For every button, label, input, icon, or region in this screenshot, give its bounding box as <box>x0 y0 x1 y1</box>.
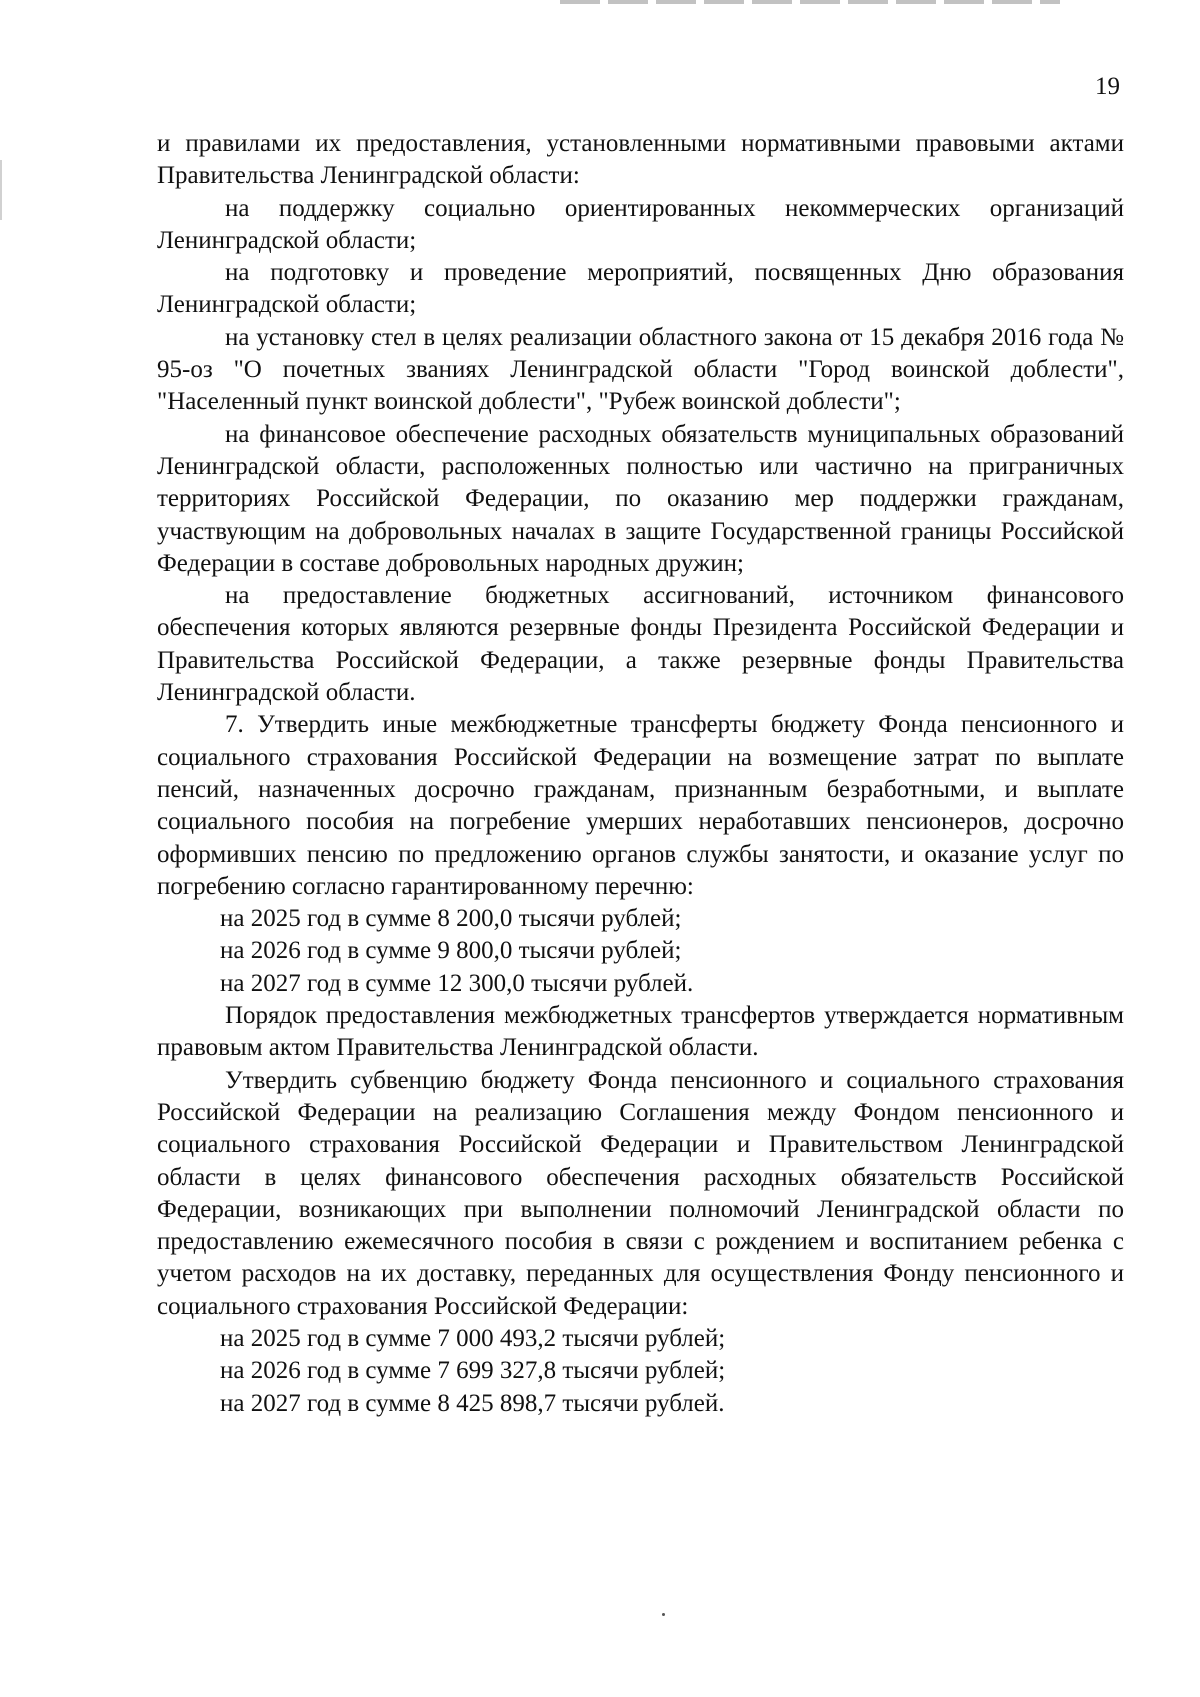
amount-item: на 2026 год в сумме 7 699 327,8 тысячи рублей; <box>220 1357 726 1385</box>
amounts-list-transfers <box>157 903 1124 1000</box>
paragraph: и правилами их предоставления, установленными нормативными правовыми актами Правительства Ленинградской области: <box>157 130 1124 190</box>
paragraph: на установку стел в целях реализации областного закона от 15 декабря 2016 года № 95-оз "О почетных званиях Ленинградской области "Город воинской доблести", "Населенный пункт воинской доблести", "Рубеж воинской доблести"; <box>157 323 1124 416</box>
paragraph: Порядок предоставления межбюджетных трансфертов утверждается нормативным правовым актом Правительства Ленинградской области. <box>157 1002 1124 1062</box>
amount-item: на 2027 год в сумме 12 300,0 тысячи рублей. <box>220 969 694 997</box>
amount-item: на 2025 год в сумме 7 000 493,2 тысячи рублей; <box>220 1324 726 1352</box>
scan-artifact-left <box>0 160 2 220</box>
paragraph: на поддержку социально ориентированных некоммерческих организаций Ленинградской области; <box>157 194 1124 254</box>
paragraph: на предоставление бюджетных ассигнований, источником финансового обеспечения которых являются резервные фонды Президента Российской Федерации и Правительства Российской Федерации, а также резервные фонды Правительства Ленинградской области. <box>157 582 1124 707</box>
paragraph-item-7: 7. Утвердить иные межбюджетные трансферты бюджету Фонда пенсионного и социального страхования Российской Федерации на возмещение затрат по выплате пенсий, назначенных досрочно гражданам, признанным безработными, и выплате социального пособия на погребение умерших неработавших пенсионеров, досрочно оформивших пенсию по предложению органов службы занятости, и оказание услуг по погребению согласно гарантированному перечню: <box>157 711 1124 900</box>
amount-item: на 2027 год в сумме 8 425 898,7 тысячи рублей. <box>220 1389 725 1417</box>
paragraph: на финансовое обеспечение расходных обязательств муниципальных образований Ленинградской области, расположенных полностью или частично на приграничных территориях Российской Федерации, по оказанию мер поддержки гражданам, участвующим на добровольных началах в защите Государственной границы Российской Федерации в составе добровольных народных дружин; <box>157 420 1124 577</box>
paragraph: Утвердить субвенцию бюджету Фонда пенсионного и социального страхования Российской Федерации на реализацию Соглашения между Фондом пенсионного и социального страхования Российской Федерации и Правительством Ленинградской области в целях финансового обеспечения расходных обязательств Российской Федерации, возникающих при выполнении полномочий Ленинградской области по предоставлению ежемесячного пособия в связи с рождением и воспитанием ребенка с учетом расходов на их доставку, переданных для осуществления Фонду пенсионного и социального страхования Российской Федерации: <box>157 1066 1124 1320</box>
amounts-list-subvention <box>157 1323 1124 1420</box>
document-body <box>157 128 1124 1420</box>
scan-speck <box>662 1613 665 1616</box>
amount-item: на 2025 год в сумме 8 200,0 тысячи рублей; <box>220 905 682 933</box>
paragraph: на подготовку и проведение мероприятий, посвященных Дню образования Ленинградской области; <box>157 259 1124 319</box>
amount-item: на 2026 год в сумме 9 800,0 тысячи рублей; <box>220 937 682 965</box>
scan-artifact-top <box>560 0 1060 4</box>
page-number: 19 <box>1095 73 1120 100</box>
